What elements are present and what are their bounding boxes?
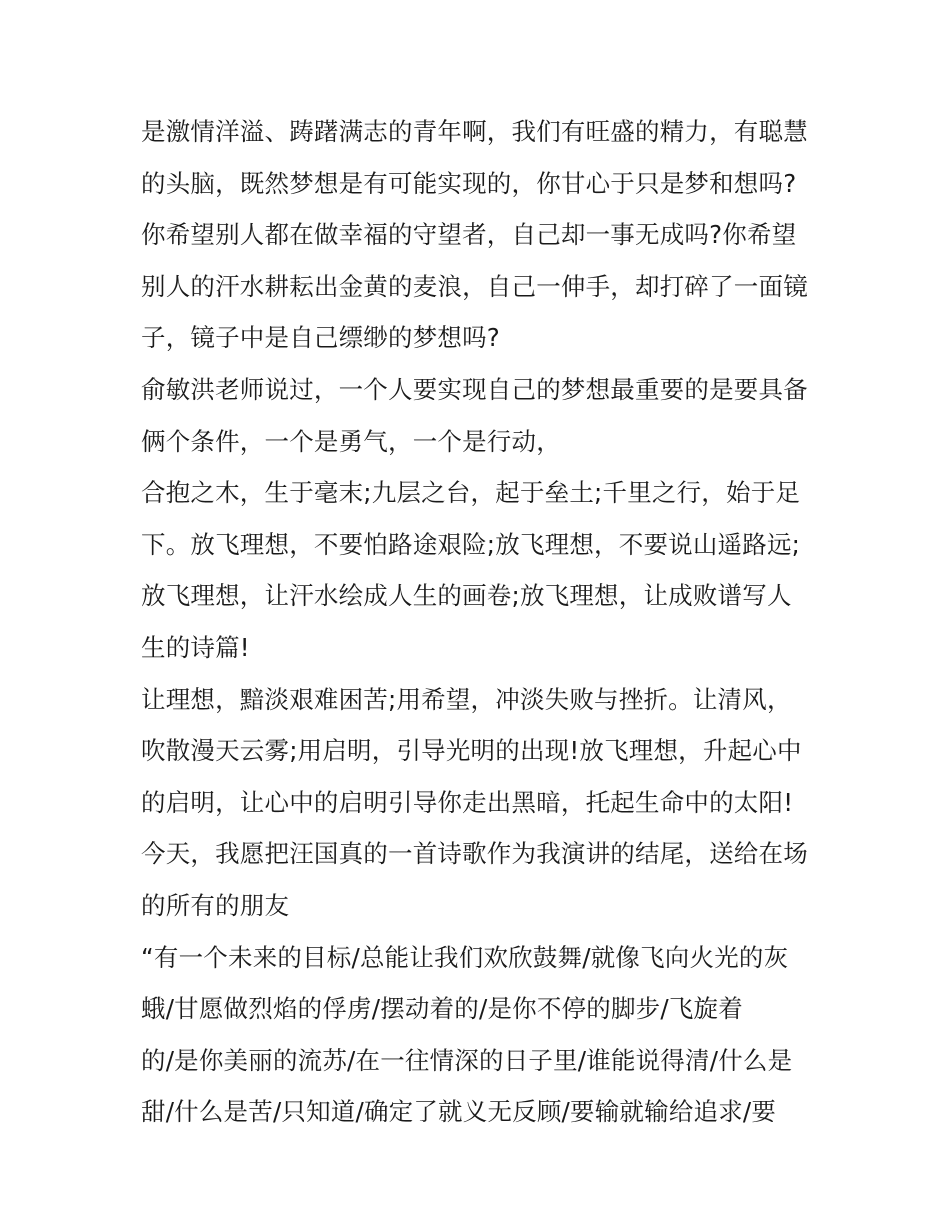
text-line: 俞敏洪老师说过，一个人要实现自己的梦想最重要的是要具备 [141, 374, 808, 404]
text-line: 蛾/甘愿做烈焰的俘虏/摆动着的/是你不停的脚步/飞旋着 [141, 994, 743, 1024]
text-line: 俩个条件，一个是勇气，一个是行动， [141, 426, 561, 456]
text-line: 吹散漫天云雾;用启明，引导光明的出现!放飞理想，升起心中 [141, 736, 802, 766]
text-line: 让理想，黯淡艰难困苦;用希望，冲淡失败与挫折。让清风， [141, 684, 792, 714]
text-line: 子，镜子中是自己缥缈的梦想吗? [141, 323, 501, 353]
text-line: 下。放飞理想，不要怕路途艰险;放飞理想，不要说山遥路远; [141, 529, 801, 559]
body-text [141, 106, 821, 1138]
text-line: 你希望别人都在做幸福的守望者，自己却一事无成吗?你希望 [141, 220, 797, 250]
text-line: 甜/什么是苦/只知道/确定了就义无反顾/要输就输给追求/要 [141, 1097, 777, 1127]
text-line: 的头脑，既然梦想是有可能实现的，你甘心于只是梦和想吗? [141, 168, 797, 198]
text-line: “有一个未来的目标/总能让我们欢欣鼓舞/就像飞向火光的灰 [141, 942, 789, 972]
text-line: 今天，我愿把汪国真的一首诗歌作为我演讲的结尾，送给在场 [141, 839, 808, 869]
text-line: 的启明，让心中的启明引导你走出黑暗，托起生命中的太阳! [141, 787, 794, 817]
text-line: 的/是你美丽的流苏/在一往情深的日子里/谁能说得清/什么是 [141, 1045, 793, 1075]
text-line: 放飞理想，让汗水绘成人生的画卷;放飞理想，让成败谱写人 [141, 581, 792, 611]
text-line: 生的诗篇! [141, 632, 250, 662]
text-line: 是激情洋溢、踌躇满志的青年啊，我们有旺盛的精力，有聪慧 [141, 117, 808, 146]
text-line: 别人的汗水耕耘出金黄的麦浪，自己一伸手，却打碎了一面镜 [141, 271, 808, 301]
text-line: 的所有的朋友 [141, 890, 290, 920]
text-line: 合抱之木，生于毫末;九层之台，起于垒土;千里之行，始于足 [141, 478, 801, 508]
